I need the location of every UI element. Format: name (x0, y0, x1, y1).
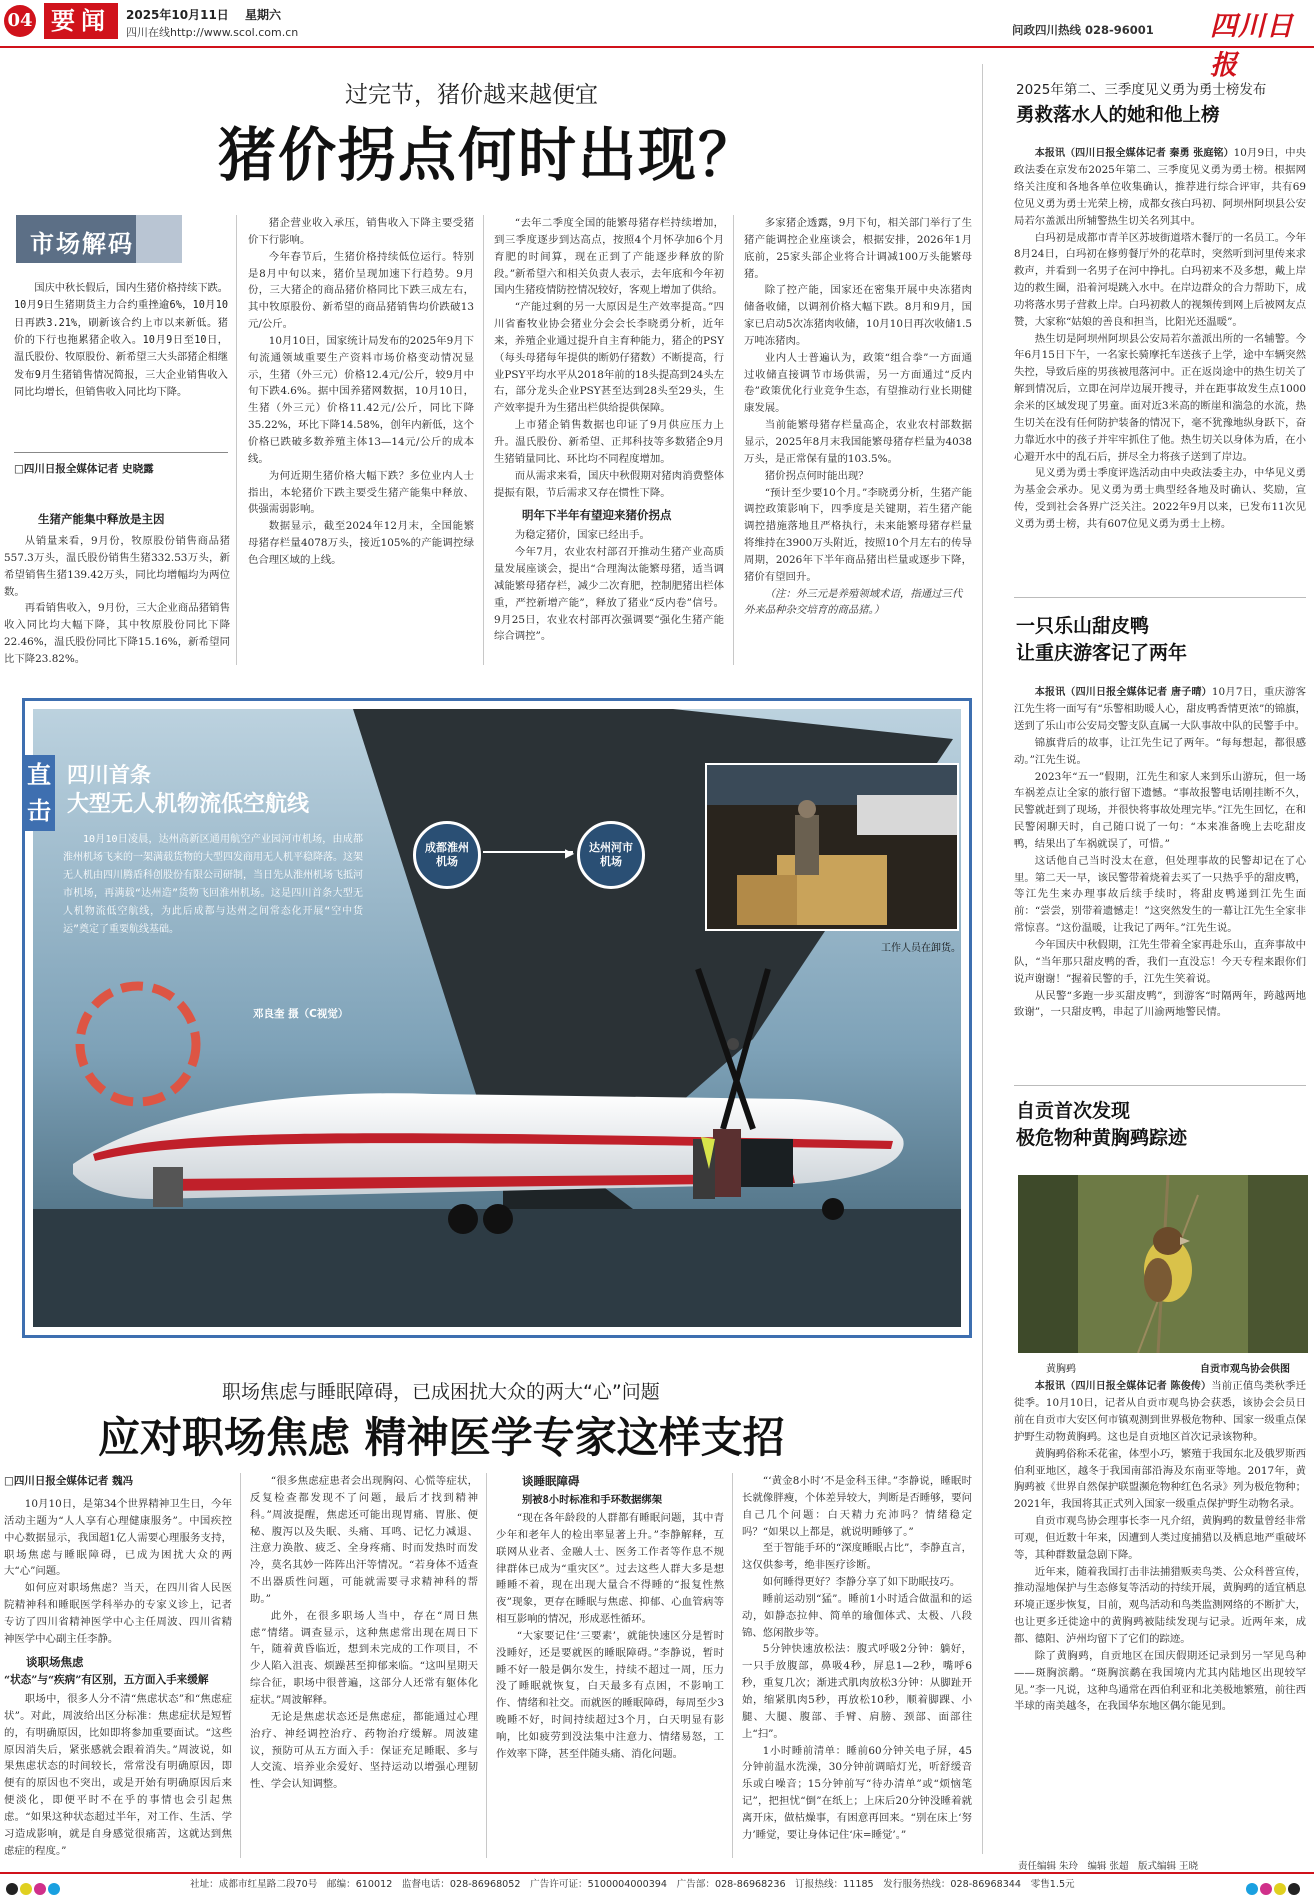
bird-article: 本报讯（四川日报全媒体记者 陈俊传）当前正值鸟类秋季迁徙季。10月10日，记者从自贡市观鸟协会获悉，该协会会员日前在自贡市大安区何市镇观测到世界极危物种、国家一级重点保护野生动物黄胸鹀。这也是自贡地区首次记录该物种。 黄胸鹀俗称禾花雀，体型小巧，繁殖于我国东北及俄罗斯西伯利亚地区，越冬于我国南部沿海及东南亚等地。2017年，黄胸鹀被《世界自然保护联盟濒危物种红色名录》列为极危物种；2021年，我国将其正式列入国家一级重点保护野生动物名录。 自贡市观鸟协会理事长李一凡介绍，黄胸鹀的数量曾经非常可观，但近数十年来，因遭到人类过度捕猎以及栖息地严重破坏等，其种群数量急剧下降。 近年来，随着我国打击非法捕猎贩卖鸟类、公众科普宣传，推动湿地保护与生态修复等活动的持续开展，黄胸鹀的适宜栖息环境正逐步恢复，目前，观鸟活动和鸟类监测网络的不断扩大，也让更多迁徙途中的黄胸鹀被陆续发现与记录。近两年来，成都、德阳、泸州均留下了它们的踪迹。 除了黄胸鹀，自贡地区在国庆假期还记录到另一罕见鸟种——斑胸滨鹬。“斑胸滨鹬在我国境内尤其内陆地区出现较罕见。”李一凡说，这种鸟通常在西伯利亚和北美极地繁殖，前往西半球的南美越冬，在我国华东地区偶尔能见到。 (1014, 1380, 1307, 1713)
pork-lead: 国庆中秋长假后，国内生猪价格持续下跌。10月9日生猪期货主力合约重挫逾6%，10月10日再跌3.21%，刷新该合约上市以来新低。猪价的下行也拖累猪企收入。10月9日至10日，温氏股份、牧原股份、新希望三大头部猪企相继发布9月生猪销售情况简报，三大企业销售收入同比均增长，但销售收入同比均下降。 (14, 283, 228, 399)
hero-article: 本报讯（四川日报全媒体记者 秦勇 张庭铭）10月9日，中央政法委在京发布2025年第二、三季度见义勇为勇士榜。根据网络关注度和各地各单位收集确认，推荐进行综合评审，共有69位见义勇为勇士光荣上榜，成都女孩白玛初、阿坝州阿坝县公安局若尔盖派出所辅警热生切关名列其中。 白玛初是成都市青羊区苏坡街道塔木餐厅的一名员工。今年8月24日，白玛初在修剪餐厅外的花草时，突然听到河里传来求救声，并看到一名男子在河中挣扎。白玛初来不及多想，戴上岸边的救生圈，沿着河堤跳入水中。在岸边群众的合力帮助下，成功将落水男子营救上岸。白玛初救人的视频传到网上后被网友点赞，大家称“姑娘的善良和担当，比阳光还温暖”。 热生切是阿坝州阿坝县公安局若尔盖派出所的一名辅警。今年6月15日下午，一名家长骑摩托车送孩子上学，途中车辆突然失控，导致后座的男孩被甩落河中。正在返岗途中的热生切关了解到情况后，立即在河岸边展开搜寻，并在距事故发生点1000余米的区域发现了男童。面对近3米高的断崖和湍急的水流，热生切关在没有任何防护装备的情况下，毫不犹豫地纵身跃下，奋力靠近水中的孩子并牢牢抓住了他。热生切关以身体为盾，在小心避开水中的乱石后，拼尽全力将孩子送到了岸边。 见义勇为勇士季度评选活动由中央政法委主办，中华见义勇为基金会承办。见义勇为勇士典型经各地及时确认、奖励，宣传，受到社会各界广泛关注。2022年9月以来，已发布11次见义勇为勇士榜，共有607位见义勇为勇士上榜。 (1014, 147, 1306, 530)
drone-photo-frame (22, 698, 972, 1338)
pork-col3: “去年二季度全国的能繁母猪存栏持续增加，到三季度逐步到达高点，按照4个月怀孕加6个月育肥的时间算，现在正到了产能逐步释放的阶段。”新希望六和相关负责人表示，去年底和今年初国内生猪疫情防控情况较好，客观上增加了供给。 “产能过剩的另一大原因是生产效率提高。”四川省畜牧业协会猪业分会会长李晓勇分析，近年来，养殖企业通过提升自主育种能力，猪企的PSY（每头母猪每年提供的断奶仔猪数）不断提高，行业PSY平均水平从2018年前的18头提高到24头左右，部分龙头企业PSY甚至达到28头至29头，生产效率提升为生猪出栏供给提供保障。 上市猪企销售数据也印证了9月供应压力上升。温氏股份、新希望、正邦科技等多数猪企9月生猪销量同比、环比均不同程度增加。 而从需求来看，国庆中秋假期对猪肉消费整体提振有限，节后需求又存在惯性下降。 明年下半年有望迎来猪价拐点 为稳定猪价，国家已经出手。 今年7月，农业农村部召开推动生猪产业高质量发展座谈会，提出“合理淘汰能繁母猪，适当调减能繁母猪存栏，减少二次育肥，控制肥猪出栏体重，严控新增产能”，释放了猪业“反内卷”信号。9月25日，农业农村部再次强调要“强化生猪产能综合调控”。 (494, 217, 724, 643)
editor-credits: 责任编辑 朱玲 编辑 张超 版式编辑 王晓 (1018, 1861, 1199, 1872)
section-label: 要闻 (44, 3, 118, 39)
route-origin-badge: 成都淮州机场 (413, 821, 481, 889)
route-line (483, 851, 573, 853)
route-destination-badge: 达州河市机场 (577, 821, 645, 889)
mental-headline: 应对职场焦虑 精神医学专家这样支招 (98, 1413, 785, 1462)
bird-photo-credit: 自贡市观鸟协会供图 (1200, 1364, 1290, 1375)
mental-col1: □四川日报全媒体记者 魏冯 10月10日，是第34个世界精神卫生日，今年活动主题为“人人享有心理健康服务”。中国疾控中心数据显示，我国超1亿人需要心理服务支持，职场焦虑与睡眠障碍，已成为困扰大众的两大“心”问题。 如何应对职场焦虑？当天，在四川省人民医院精神科和睡眠医学科举办的专家义诊上，记者专访了四川省精神医学中心主任周波、四川省精神医学中心副主任李静。 谈职场焦虑 “状态”与“疾病”有区别，五方面入手来缓解 职场中，很多人分不清“焦虑状态”和“焦虑症状”。对此，周波给出区分标准：焦虑症状是短暂的，有明确原因，比如即将参加重要面试。“这些原因消失后，紧张感就会跟着消失。”周波说，如果焦虑状态的时间较长，常常没有明确原因，即便有的原因也不突出，或是开始有明确原因后来便淡化，即便平时不在乎的事情也会引起焦虑。“如果这种状态超过半年，对工作、生活、学习造成影响，就是自身感觉很痛苦，这就达到焦虑症的程度。” (4, 1475, 232, 1857)
pork-subhead-1: 生猪产能集中释放是主因 (38, 512, 165, 526)
drone-text: 10月10日凌晨，达州高新区通用航空产业园河市机场，由成都淮州机场飞来的一架满载货物的大型四发商用无人机平稳降落。这架无人机由四川腾盾科创股份有限公司研制，当日先从淮州机场飞抵河市机场，再满载“达州造”货物飞回淮州机场。这是四川首条大型无人机物流低空航线，为此后成都与达州之间常态化开展“空中货运”奠定了重要航线基础。 (63, 834, 363, 935)
mental-col3: 谈睡眠障碍 别被8小时标准和手环数据绑架 “现在各年龄段的人群都有睡眠问题，其中青少年和老年人的检出率显著上升。”李静解释，互联网从业者、金融人士、医务工作者等作息不规律群体已成为“重灾区”。过去这些人群大多是想睡睡不着，现在出现大量合不得睡的“报复性熬夜”现象，更存在睡眠与焦虑、抑郁、心血管病等相互影响的情况，形成恶性循环。 “大家要记住‘三要素’，就能快速区分是暂时没睡好，还是要就医的睡眠障碍。”李静说，暂时睡不好一般是偶尔发生，持续不超过一周，压力没了睡眠就恢复，白天最多有点困，不影响工作、情绪和社交。而就医的睡眠障碍，每周至少3晚睡不好，时间持续超过3个月，白天明显有影响，比如疲劳到没法集中注意力、情绪易怒，工作效率下降，甚至伴随头痛、消化问题。 (496, 1474, 724, 1760)
drone-credit: 邓良奎 摄（C视觉） (253, 1008, 349, 1020)
website-link[interactable]: 四川在线http://www.scol.com.cn (126, 26, 299, 39)
inset-caption: 工作人员在卸货。 (881, 943, 961, 954)
leshan-headline: 一只乐山甜皮鸭 让重庆游客记了两年 (1016, 615, 1188, 664)
live-tag: 直击 (23, 755, 55, 831)
hotline: 问政四川热线 028-96001 (1012, 23, 1154, 37)
drone-title-1: 四川首条 (67, 763, 151, 787)
market-decode-logo: 市场解码 (16, 215, 182, 263)
footer-bar (0, 1872, 1314, 1896)
mental-col4: “‘黄金8小时’不是金科玉律。”李静说，睡眠时长就像胖瘦，个体差异较大，判断是否睡够，要问自己几个问题：白天精力充沛吗？情绪稳定吗？“如果以上都是，就说明睡够了。” 至于智能手环的“深度睡眠占比”，李静直言，这仅供参考，绝非医疗诊断。 如何睡得更好？李静分享了如下助眠技巧。 睡前运动别“猛”。睡前1小时适合做温和的运动，如静态拉伸、简单的瑜伽体式、太极、八段锦、悠闲散步等。 5分钟快速放松法：腹式呼吸2分钟：躺好，一只手放腹部，鼻吸4秒，屏息1—2秒，嘴呼6秒，重复几次；渐进式肌肉放松3分钟：从脚趾开始，缩紧肌肉5秒，再放松10秒，顺着脚踝、小腿、大腿、腹部、手臂、肩膀、颈部、面部往上“扫”。 1小时睡前清单：睡前60分钟关电子屏，45分钟前温水洗澡，30分钟前调暗灯光，听舒缓音乐或白噪音；15分钟前写“待办清单”或“烦恼笔记”，把担忧“倒”在纸上；上床后20分钟没睡着就离开床，做枯燥事，有困意再回来。“别在床上‘努力’睡觉，要让身体记住‘床=睡觉’。” (742, 1475, 972, 1841)
drone-title-2: 大型无人机物流低空航线 (67, 792, 310, 817)
paper-logo: 四川日报 (1210, 11, 1294, 81)
bird-photo-label: 黄胸鹀 (1046, 1364, 1076, 1375)
bird-headline: 自贡首次发现 极危物种黄胸鹀踪迹 (1016, 1100, 1188, 1149)
pork-col4: 多家猪企透露，9月下旬，相关部门举行了生猪产能调控企业座谈会，根据安排，2026年1月底前，25家头部企业将合计调减100万头能繁母猪。 除了控产能，国家还在密集开展中央冻猪肉储备收储，以调剂价格大幅下跌。8月和9月，国家已启动5次冻猪肉收储，10月10日再次收储1.5万吨冻猪肉。 业内人士普遍认为，政策“组合拳”一方面通过收储直接调节市场供需，另一方面通过“反内卷”政策优化行业竞争生态，有望推动行业长期健康发展。 当前能繁母猪存栏量高企，农业农村部数据显示，2025年8月末我国能繁母猪存栏量为4038万头，是正常保有量的103.5%。 猪价拐点何时能出现？ “预计至少要10个月。”李晓勇分析，生猪产能调控政策影响下，四季度是关键期，若生猪产能调控措施落地且严格执行，未来能繁母猪存栏量将维持在3900万头附近，按照10个月左右的传导周期，2026年下半年商品猪出栏量或逐步下降，猪价有望回升。 （注：外三元是养殖领域术语，指通过三代外来品种杂交培育的商品猪。） (744, 217, 972, 617)
pork-byline: □四川日报全媒体记者 史晓露 (14, 463, 154, 475)
arrow-right-icon: ▶ (565, 846, 575, 860)
masthead (0, 0, 1314, 81)
issue-weekday: 星期六 (245, 8, 282, 22)
pork-kicker: 过完节，猪价越来越便宜 (345, 82, 598, 108)
bird-photo[interactable] (1018, 1175, 1308, 1353)
pork-col2: 猪企营业收入承压，销售收入下降主要受猪价下行影响。 今年春节后，生猪价格持续低位运行。特别是8月中旬以来，猪价呈现加速下行趋势。9月份，三大猪企的商品猪价格同比下跌三成左右，其中牧原股份、新希望的商品猪销售均价跌破13元/公斤。 10月10日，国家统计局发布的2025年9月下旬流通领域重要生产资料市场价格变动情况显示，生猪（外三元）价格12.4元/公斤，较9月中旬下跌4.6%。据中国养猪网数据，10月10日，生猪（外三元）价格11.42元/公斤，同比下降35.22%，环比下降14.58%，创年内新低，这个价格已跌破多数养殖主体13—14元/公斤的成本线。 为何近期生猪价格大幅下跌？多位业内人士指出，本轮猪价下跌主要受生猪产能集中释放、供强需弱影响。 数据显示，截至2024年12月末，全国能繁母猪存栏量4078万头，接近105%的产能调控绿色合理区域的上线。 (248, 217, 474, 566)
color-register-dots-right (1246, 1878, 1302, 1896)
masthead-rule (0, 46, 1314, 48)
leshan-article: 本报讯（四川日报全媒体记者 唐子晴）10月7日，重庆游客江先生将一面写有“乐警相助暖人心，甜皮鸭香情更浓”的锦旗，送到了乐山市公安局交警支队直属一大队事故中队的民警手中。 锦旗背后的故事，让江先生记了两年。“每每想起，都很感动。”江先生说。 2023年“五一”假期，江先生和家人来到乐山游玩，但一场车祸差点让全家的旅行留下遗憾。“事故报警电话刚挂断不久，民警就赶到了现场，并很快将事故处理完毕。”江先生回忆，在和民警闲聊天时，自己随口说了一句：“本来准备晚上去吃甜皮鸭，结果出了车祸就误了，可惜。” 这话他自己当时没太在意，但处理事故的民警却记在了心里。第二天一早，该民警带着烧着去买了一只热乎乎的甜皮鸭，等江先生来办理事故后续手续时，将甜皮鸭递到江先生面前：“尝尝，别带着遗憾走！”这突然发生的一幕让江先生全家非常惊喜。“这份温暖，让我记了两年。”江先生说。 今年国庆中秋假期，江先生带着全家再赴乐山，直奔事故中队，“当年那只甜皮鸭的香，我们一直没忘！今天专程来跟你们说声谢谢！”握着民警的手，江先生笑着说。 从民警“多跑一步买甜皮鸭”，到游客“时隔两年，跨越两地致谢”，一只甜皮鸭，串起了川渝两地警民情。 (1014, 686, 1306, 1019)
page-number: 04 (4, 5, 36, 37)
pork-col1: 从销量来看，9月份，牧原股份销售商品猪557.3万头，温氏股份销售生猪332.53万头，新希望销售生猪139.42万头，同比均增幅均为两位数。 再看销售收入，9月份，三大企业商品猪销售收入同比均大幅下降，其中牧原股份同比下降22.46%，温氏股份同比下降15.16%，新希望同比下降23.82%。 (4, 535, 230, 665)
color-register-dots-left (6, 1878, 62, 1896)
unloading-inset-photo[interactable] (705, 763, 959, 931)
pork-subhead-2: 明年下半年有望迎来猪价拐点 (522, 508, 672, 523)
mental-kicker: 职场焦虑与睡眠障碍，已成困扰大众的两大“心”问题 (222, 1381, 660, 1403)
footer-info: 社址：成都市红星路二段70号 邮编：610012 监督电话：028-86968052 广告许可证：5100004000394 广告部：028-86968236 订报热线：11185 发行服务热线：028-86968344 零售1.5元 (190, 1879, 1075, 1890)
hero-kicker: 2025年第二、三季度见义勇为勇士榜发布 (1016, 82, 1267, 98)
mental-col2: “很多焦虑症患者会出现胸闷、心慌等症状，反复检查都发现不了问题，最后才找到精神科。”周波提醒，焦虑还可能出现胃痛、胃胀、便秘、腹泻以及失眠、头痛、耳鸣、记忆力减退、注意力涣散、疲乏、全身疼痛、时而发热时而发冷，莫名其妙一阵阵出汗等情况。“若身体不适查不出器质性问题，可能就需要寻求精神科的帮助。” 此外，在很多职场人当中，存在“周日焦虑”情绪。调查显示，这种焦虑常出现在周日下午，随着黄昏临近，想到未完成的工作项目，不少人陷入沮丧、烦躁甚至抑郁来临。“这叫星期天综合征，职场中很普遍，这部分人还常有躯体化症状。”周波解释。 无论是焦虑状态还是焦虑症，都能通过心理治疗、神经调控治疗、药物治疗缓解。周波建议，预防可从五方面入手：保证充足睡眠、多与人交流、培养业余爱好、坚持运动以增强心理韧性、学会认知调整。 (250, 1475, 478, 1791)
pork-headline: 猪价拐点何时出现？ (218, 121, 759, 189)
issue-date: 2025年10月11日 (126, 8, 229, 22)
hero-headline: 勇救落水人的她和他上榜 (1016, 105, 1220, 126)
